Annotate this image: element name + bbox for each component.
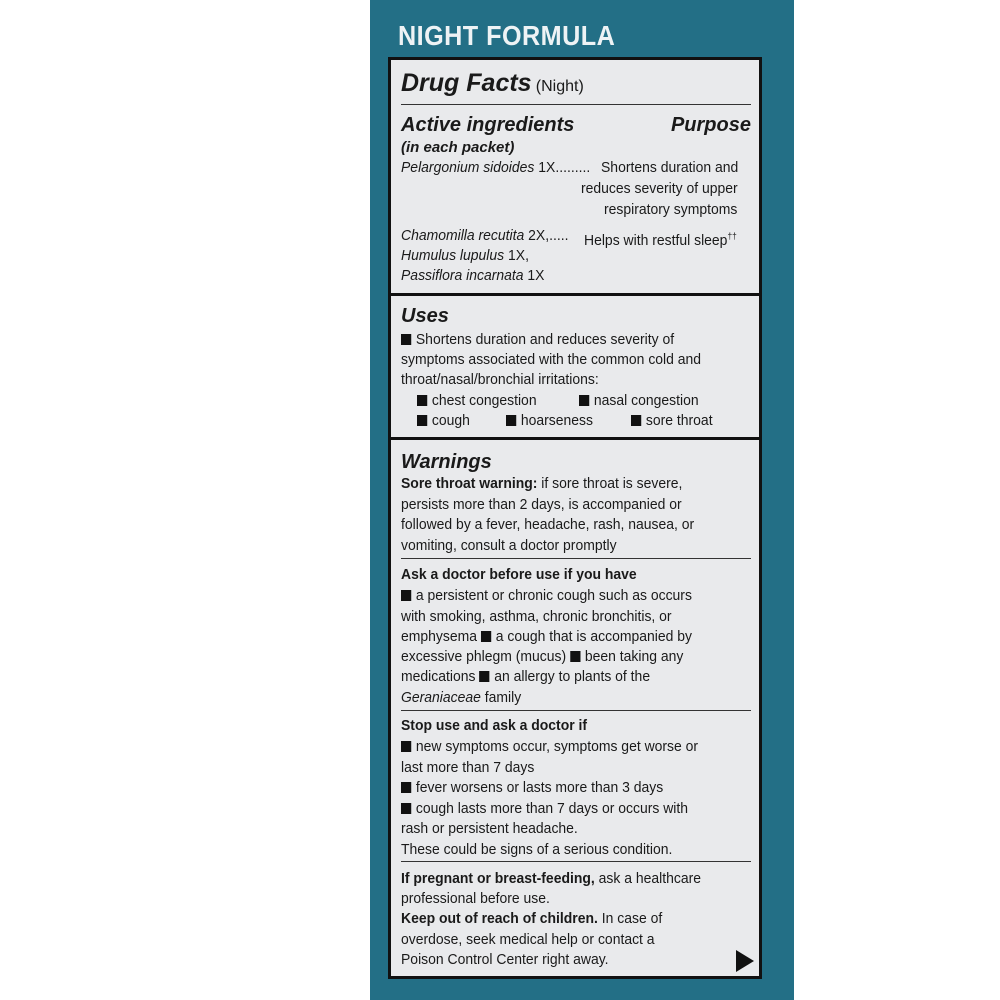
stop-line-4 — [401, 799, 688, 819]
ask-text: a persistent or chronic cough such as occurs — [415, 587, 692, 604]
sore-throat-line-4: vomiting, consult a doctor promptly — [401, 537, 617, 554]
section-divider — [391, 437, 759, 440]
divider — [401, 861, 751, 862]
ingredient-1 — [401, 158, 590, 178]
ingredient-2 — [401, 226, 568, 246]
ask-line-3 — [401, 627, 692, 647]
active-ingredients-heading: Active ingredients — [401, 114, 575, 136]
use-item-label: cough — [431, 412, 470, 429]
ask-text: emphysema — [401, 628, 477, 645]
uses-text: Shortens duration and reduces severity of — [415, 331, 675, 348]
sore-throat-line-2: persists more than 2 days, is accompanied or — [401, 496, 682, 513]
keep-out-label: Keep out of reach of children. — [401, 910, 598, 927]
ask-text: been taking any — [584, 648, 684, 665]
stop-line-5: rash or persistent headache. — [401, 820, 578, 837]
bullet-square — [479, 671, 489, 682]
purpose-1-line-2: reduces severity of upper — [581, 180, 738, 197]
stop-use-heading: Stop use and ask a doctor if — [401, 717, 588, 734]
use-item-label: sore throat — [645, 412, 713, 429]
warnings-heading: Warnings — [401, 451, 492, 473]
bullet-square — [401, 782, 411, 793]
sore-throat-label: Sore throat warning: — [401, 475, 538, 492]
uses-line-3: throat/nasal/bronchial irritations: — [401, 371, 599, 388]
use-item — [506, 411, 593, 431]
drug-facts-heading — [401, 68, 584, 102]
use-item — [417, 391, 537, 411]
ask-text: medications — [401, 668, 476, 685]
sore-throat-text: if sore throat is severe, — [537, 475, 683, 492]
pregnant-line-2: professional before use. — [401, 890, 550, 907]
pregnant-text: ask a healthcare — [594, 870, 702, 887]
sore-throat-line-3: followed by a fever, headache, rash, nausea, or — [401, 516, 695, 533]
purpose-heading: Purpose — [670, 114, 751, 136]
drug-facts-box — [388, 57, 762, 979]
night-label: (Night) — [535, 78, 584, 95]
ingredient-2-dose: 2X,..... — [524, 227, 569, 244]
keep-out-line-2: overdose, seek medical help or contact a — [401, 931, 655, 948]
use-item-label: nasal congestion — [593, 392, 699, 409]
ingredient-3-name: Humulus lupulus — [401, 247, 505, 264]
stop-line-2: last more than 7 days — [401, 759, 535, 776]
bullet-square — [579, 395, 589, 406]
formula-title: NIGHT FORMULA — [398, 20, 616, 51]
pregnant-label: If pregnant or breast-feeding, — [401, 870, 595, 887]
purpose-1-line-1: Shortens duration and — [601, 159, 739, 176]
use-item — [417, 411, 470, 431]
uses-line-1 — [401, 330, 674, 350]
ask-line-5 — [401, 667, 650, 687]
pregnant-line-1 — [401, 869, 701, 889]
uses-heading: Uses — [401, 305, 449, 327]
footnote-mark: †† — [727, 231, 737, 241]
ingredient-1-name: Pelargonium sidoides — [401, 159, 535, 176]
ask-text: an allergy to plants of the — [494, 668, 651, 685]
keep-out-text: In case of — [597, 910, 663, 927]
ingredient-1-dose: 1X......... — [534, 159, 591, 176]
sore-throat-line-1 — [401, 474, 682, 494]
bullet-square — [631, 415, 641, 426]
stop-text: fever worsens or lasts more than 3 days — [415, 779, 664, 796]
in-each-packet: (in each packet) — [401, 139, 515, 156]
ask-text: a cough that is accompanied by — [495, 628, 692, 645]
keep-out-line-1 — [401, 909, 662, 929]
uses-line-2: symptoms associated with the common cold and — [401, 351, 702, 368]
purpose-1-line-3: respiratory symptoms — [604, 201, 738, 218]
ingredient-3 — [401, 246, 529, 266]
stop-line-3 — [401, 778, 663, 798]
ask-line-4 — [401, 647, 683, 667]
drug-facts-title: Drug Facts — [401, 69, 532, 97]
stop-text: cough lasts more than 7 days or occurs with — [415, 800, 689, 817]
bullet-square — [417, 395, 427, 406]
purpose-2-text: Helps with restful sleep — [584, 232, 728, 249]
continue-arrow-icon — [736, 950, 754, 972]
use-item-label: chest congestion — [431, 392, 537, 409]
bullet-square — [401, 334, 411, 345]
ingredient-4-dose: 1X — [523, 267, 545, 284]
bullet-square — [570, 651, 580, 662]
ask-line-6 — [401, 688, 521, 708]
product-panel — [370, 0, 794, 1000]
bullet-square — [481, 631, 491, 642]
bullet-square — [506, 415, 516, 426]
ask-doctor-heading: Ask a doctor before use if you have — [401, 566, 637, 583]
bullet-square — [417, 415, 427, 426]
bullet-square — [401, 590, 411, 601]
ask-text: Geraniaceae — [401, 689, 481, 706]
ingredient-3-dose: 1X, — [504, 247, 529, 264]
ingredient-4-name: Passiflora incarnata — [401, 267, 524, 284]
bullet-square — [401, 803, 411, 814]
ask-line-2: with smoking, asthma, chronic bronchitis, or — [401, 608, 672, 625]
ask-text: excessive phlegm (mucus) — [401, 648, 567, 665]
stop-line-1 — [401, 737, 698, 757]
stop-text: new symptoms occur, symptoms get worse or — [415, 738, 699, 755]
divider — [401, 104, 751, 105]
ingredient-2-name: Chamomilla recutita — [401, 227, 525, 244]
use-item — [631, 411, 713, 431]
ingredient-4 — [401, 266, 544, 286]
divider — [401, 710, 751, 711]
section-divider — [391, 293, 759, 296]
purpose-2 — [584, 226, 737, 251]
stop-line-6: These could be signs of a serious condition. — [401, 841, 673, 858]
bullet-square — [401, 741, 411, 752]
divider — [401, 558, 751, 559]
keep-out-line-3: Poison Control Center right away. — [401, 951, 609, 968]
ask-text: family — [480, 689, 522, 706]
use-item-label: hoarseness — [520, 412, 594, 429]
ask-line-1 — [401, 586, 692, 606]
use-item — [579, 391, 699, 411]
